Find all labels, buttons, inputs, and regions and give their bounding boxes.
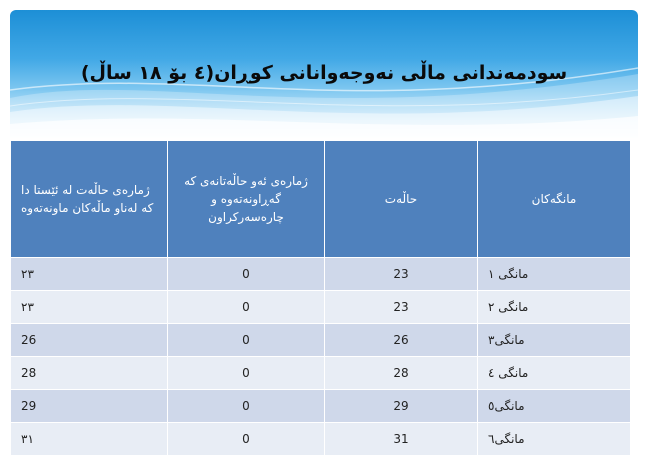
cell-returned: 0 [168,258,325,291]
cell-cases: 23 [325,258,478,291]
cell-returned: 0 [168,291,325,324]
cell-returned: 0 [168,390,325,423]
cell-cases: 23 [325,291,478,324]
table-row [11,324,631,357]
table-header-row [11,141,631,258]
page-title: سودمەندانی ماڵی نەوجەوانانی کوڕان(٤ بۆ ١٨ ساڵ) [80,62,568,84]
data-table [10,140,631,456]
cell-month: مانگی ٢ [478,291,631,324]
cell-remaining: ٣١ [11,423,168,456]
header-months: مانگەکان [478,141,631,258]
cell-cases: 31 [325,423,478,456]
cell-returned: 0 [168,357,325,390]
cell-remaining: ٢٣ [11,291,168,324]
header-remaining-in-homes: ژمارەی حاڵەت لە ئێستا دا کە لەناو ماڵەکان ماونەتەوە [11,141,168,258]
cell-month: مانگی ٤ [478,357,631,390]
table-row [11,357,631,390]
cell-returned: 0 [168,423,325,456]
table-row [11,423,631,456]
table-row [11,258,631,291]
table-row [11,291,631,324]
cell-remaining: 29 [11,390,168,423]
cell-returned: 0 [168,324,325,357]
cell-month: مانگی٣ [478,324,631,357]
cell-remaining: 28 [11,357,168,390]
cell-cases: 29 [325,390,478,423]
cell-month: مانگی ١ [478,258,631,291]
header-returned-treated: ژمارەی ئەو حاڵەتانەی کە گەڕاونەتەوە و چارەسەرکراون [168,141,325,258]
header-cases: حاڵەت [325,141,478,258]
cell-cases: 26 [325,324,478,357]
cell-month: مانگی٥ [478,390,631,423]
cell-month: مانگی٦ [478,423,631,456]
cell-remaining: ٢٣ [11,258,168,291]
table-row [11,390,631,423]
cell-cases: 28 [325,357,478,390]
cell-remaining: 26 [11,324,168,357]
